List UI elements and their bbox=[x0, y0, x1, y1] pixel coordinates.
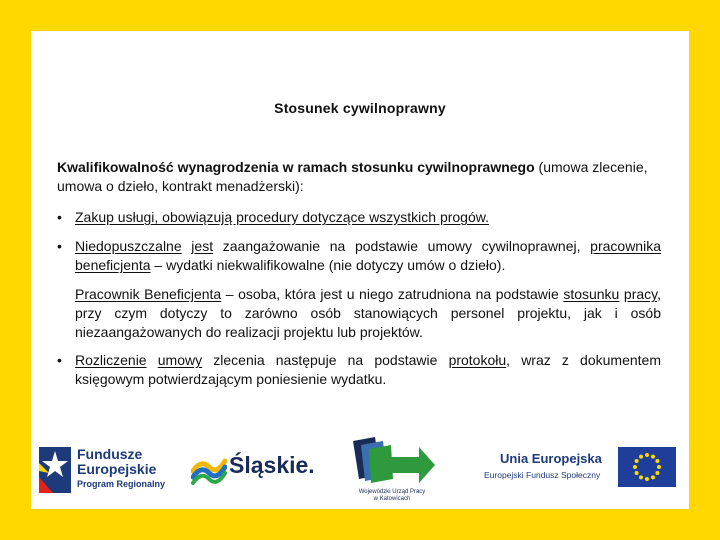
intro-rest: (umowa zlecenie, umowa o dzieło, kontrakt menadżerski): bbox=[57, 159, 648, 194]
wup-arrow-icon bbox=[347, 435, 437, 487]
sub-underlined-1: Pracownik Beneficjenta bbox=[75, 286, 222, 302]
sub-paragraph bbox=[57, 285, 661, 342]
slaskie-text: Śląskie. bbox=[229, 452, 315, 478]
unia-europejska-logo bbox=[475, 445, 685, 495]
fe-star-icon bbox=[37, 441, 73, 497]
ue-title: Unia Europejska bbox=[500, 451, 602, 466]
eu-flag-icon bbox=[618, 447, 676, 487]
bullet2-text-1: zaangażowanie na podstawie umowy cywilnoprawnej, bbox=[213, 238, 591, 254]
fe-line2: Europejskie bbox=[77, 461, 157, 477]
bullet2-underlined-2: jest bbox=[191, 238, 214, 254]
bullet3-text-1: zlecenia następuje na podstawie bbox=[202, 352, 449, 368]
sub-text-1: – osoba, która jest u niego zatrudniona na podstawie bbox=[221, 286, 564, 302]
fundusze-europejskie-logo bbox=[37, 441, 177, 497]
sub-underlined-2: stosunku bbox=[563, 286, 620, 302]
bullet-list bbox=[57, 208, 661, 399]
sub-text-2: , przy czym dotyczy to zarówno osób stanowiących personel projektu, jak i osób niezaangażowanych do realizacji projektu lub projektów. bbox=[75, 286, 662, 340]
slide-title: Stosunek cywilnoprawny bbox=[274, 100, 446, 116]
bullet3-underlined-1: Rozliczenie bbox=[75, 352, 147, 368]
fe-line3: Program Regionalny bbox=[77, 479, 166, 489]
ue-subtitle: Europejski Fundusz Społeczny bbox=[484, 470, 601, 480]
slaskie-waves-icon bbox=[191, 449, 227, 485]
bullet3-text-2: , wraz z dokumentem księgowym potwierdzającym poniesienie wydatku. bbox=[75, 352, 661, 387]
slaskie-logo bbox=[191, 449, 321, 489]
bullet3-underlined-3: protokołu bbox=[448, 352, 507, 368]
intro-paragraph bbox=[57, 158, 661, 196]
bullet-item-2 bbox=[57, 237, 661, 275]
bullet2-underlined-1: Niedopuszczalne bbox=[75, 238, 182, 254]
wup-katowice-logo bbox=[347, 435, 437, 509]
bullet-item-1 bbox=[57, 208, 661, 227]
sub-underlined-3: pracy bbox=[623, 286, 658, 302]
bullet2-underlined-3: pracownika bbox=[590, 238, 661, 254]
bullet1-text: Zakup usługi, obowiązują procedury dotyczące wszystkich progów. bbox=[75, 209, 489, 225]
intro-bold: Kwalifikowalność wynagrodzenia w ramach stosunku cywilnoprawnego bbox=[57, 159, 535, 175]
wup-line1: Wojewódzki Urząd Pracy bbox=[358, 489, 426, 495]
wup-line2: w Katowicach bbox=[373, 496, 411, 502]
slide bbox=[31, 31, 689, 509]
logo-bar bbox=[31, 433, 689, 509]
bullet-item-3 bbox=[57, 351, 661, 389]
bullet2-text-2: – wydatki niekwalifikowalne (nie dotyczy umów o dzieło). bbox=[150, 257, 506, 273]
fe-line1: Fundusze bbox=[77, 446, 143, 462]
bullet3-underlined-2: umowy bbox=[157, 352, 203, 368]
bullet2-underlined-4: beneficjenta bbox=[75, 257, 151, 273]
